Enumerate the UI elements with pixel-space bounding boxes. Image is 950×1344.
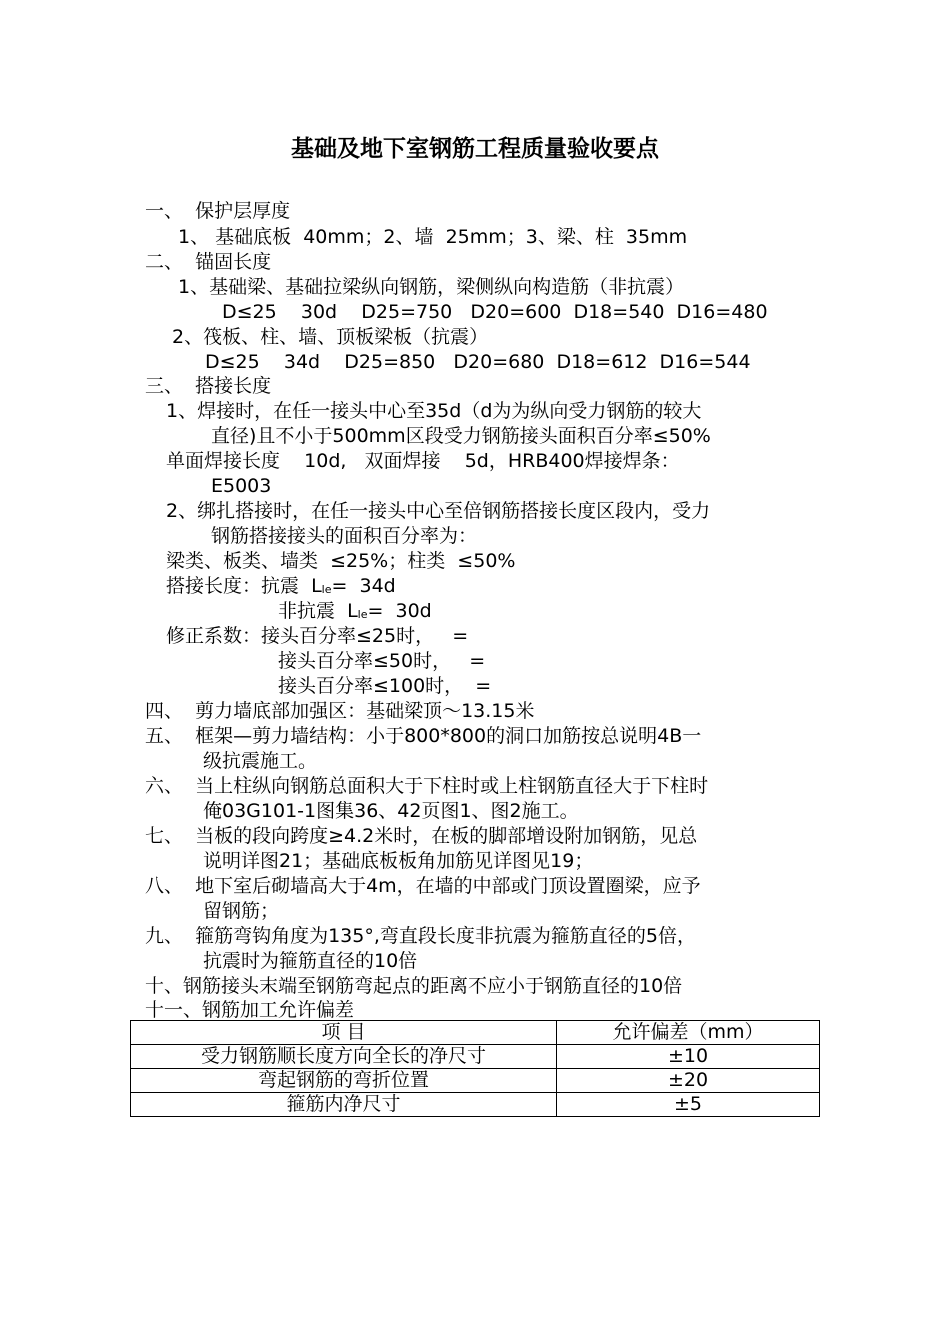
table-cell-tolerance: ±20 [557, 1069, 820, 1093]
lap-tie-line-1: 2、绑扎搭接时，在任一接头中心至倍钢筋搭接长度区段内，受力 [166, 500, 711, 522]
table-cell-tolerance: ±5 [557, 1093, 820, 1117]
correction-factor-25: 修正系数：接头百分率≤25时， = [166, 625, 469, 647]
section-1-heading: 一、 保护层厚度 [145, 200, 291, 222]
correction-factor-100: 接头百分率≤100时， = [278, 675, 492, 697]
section-7-line-2: 说明详图21；基础底板板角加筋见详图见19； [203, 850, 594, 872]
anchorage-values-1: D≤25 30d D25=750 D20=600 D18=540 D16=480 [222, 301, 768, 323]
correction-factor-50: 接头百分率≤50时， = [278, 650, 486, 672]
section-5-line-1: 五、 框架—剪力墙结构：小于800*800的洞口加筋按总说明4B一 [145, 725, 702, 747]
page-title: 基础及地下室钢筋工程质量验收要点 [291, 135, 659, 162]
lap-percent-line: 梁类、板类、墙类 ≤25%；柱类 ≤50% [166, 550, 516, 572]
section-8-line-2: 留钢筋； [203, 900, 280, 922]
section-10: 十、钢筋接头末端至钢筋弯起点的距离不应小于钢筋直径的10倍 [145, 975, 683, 997]
lap-weld-line-1: 1、焊接时，在任一接头中心至35d（d为为纵向受力钢筋的较大 [166, 400, 702, 422]
section-3-heading: 三、 搭接长度 [145, 375, 272, 397]
section-7-line-1: 七、 当板的段向跨度≥4.2米时，在板的脚部增设附加钢筋，见总 [145, 825, 698, 847]
lap-weld-line-2: 直径)且不小于500mm区段受力钢筋接头面积百分率≤50% [211, 425, 711, 447]
table-row [131, 1045, 820, 1069]
lap-length-nonseismic: 非抗震 $L_{le}= 30d$ [278, 600, 432, 622]
section-11-heading: 十一、钢筋加工允许偏差 [145, 999, 355, 1021]
table-header-tolerance: 允许偏差（mm） [557, 1021, 820, 1045]
lap-tie-line-2: 钢筋搭接接头的面积百分率为： [211, 525, 478, 547]
table-cell-item: 受力钢筋顺长度方向全长的净尺寸 [131, 1045, 557, 1069]
anchorage-item-2: 2、筏板、柱、墙、顶板梁板（抗震） [172, 326, 489, 348]
table-cell-tolerance: ±10 [557, 1045, 820, 1069]
table-row [131, 1069, 820, 1093]
anchorage-values-2: D≤25 34d D25=850 D20=680 D18=612 D16=544 [205, 351, 751, 373]
section-9-line-2: 抗震时为箍筋直径的10倍 [203, 950, 418, 972]
section-2-heading: 二、 锚固长度 [145, 251, 272, 273]
section-8-line-1: 八、 地下室后砌墙高大于4m，在墙的中部或门顶设置圈梁，应予 [145, 875, 701, 897]
table-cell-item: 弯起钢筋的弯折位置 [131, 1069, 557, 1093]
table-cell-item: 箍筋内净尺寸 [131, 1093, 557, 1117]
anchorage-item-1: 1、基础梁、基础拉梁纵向钢筋，梁侧纵向构造筋（非抗震） [178, 276, 685, 298]
section-6-line-1: 六、 当上柱纵向钢筋总面积大于下柱时或上柱钢筋直径大于下柱时 [145, 775, 709, 797]
section-4: 四、 剪力墙底部加强区：基础梁顶～13.15米 [145, 700, 535, 722]
tolerance-table [130, 1020, 820, 1117]
table-header-row [131, 1021, 820, 1045]
section-9-line-1: 九、 箍筋弯钩角度为135°,弯直段长度非抗震为箍筋直径的5倍， [145, 925, 696, 947]
section-6-line-2: 俺03G101-1图集36、42页图1、图2施工。 [203, 800, 579, 822]
lap-length-seismic: 搭接长度：抗震 $L_{le}= 34d$ [166, 575, 396, 597]
table-header-item: 项 目 [131, 1021, 557, 1045]
weld-length-line: 单面焊接长度 10d, 双面焊接 5d，HRB400焊接焊条： [166, 450, 680, 472]
electrode-line: E5003 [211, 475, 272, 497]
cover-thickness-line: 1、 基础底板 40mm；2、墙 25mm；3、梁、柱 35mm [178, 226, 688, 248]
table-row [131, 1093, 820, 1117]
section-5-line-2: 级抗震施工。 [203, 750, 318, 772]
